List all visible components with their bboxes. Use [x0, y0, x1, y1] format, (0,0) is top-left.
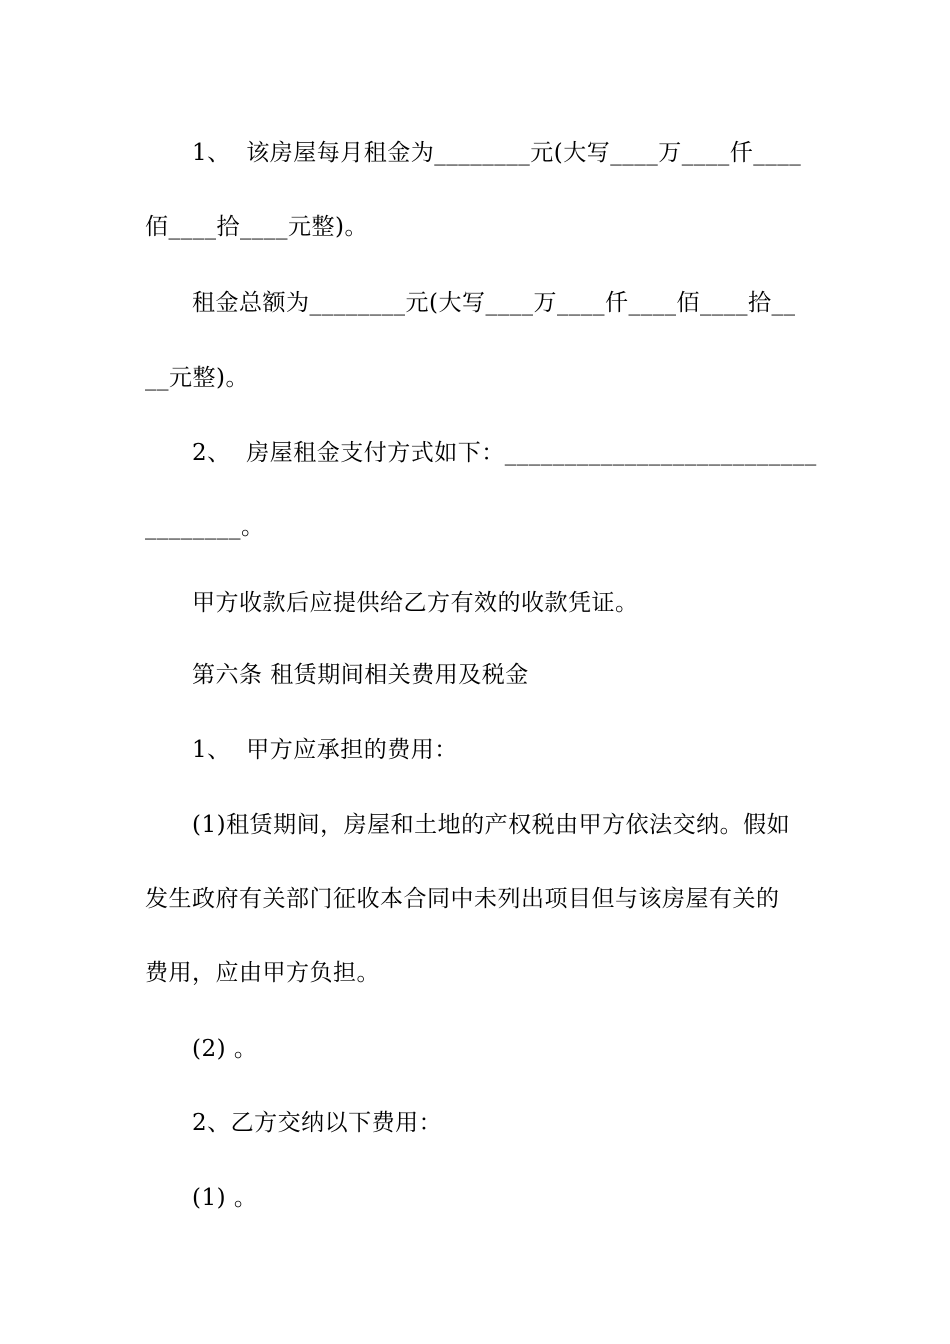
paragraph-rent-total-cont: __元整)。 — [145, 365, 249, 391]
paragraph-item-1-cont2: 费用，应由甲方负担。 — [145, 960, 380, 986]
paragraph-receipt: 甲方收款后应提供给乙方有效的收款凭证。 — [192, 590, 639, 616]
paragraph-rent-total: 租金总额为________元(大写____万____仟____佰____拾__ — [192, 290, 796, 316]
paragraph-rent-monthly: 1、 该房屋每月租金为________元(大写____万____仟____ — [192, 140, 802, 166]
paragraph-rent-monthly-cont: 佰____拾____元整)。 — [145, 214, 368, 240]
paragraph-item-1: (1)租赁期间，房屋和土地的产权税由甲方依法交纳。假如 — [192, 812, 791, 838]
section-heading-article-6: 第六条 租赁期间相关费用及税金 — [192, 662, 529, 688]
paragraph-party-b-fees: 2、乙方交纳以下费用： — [192, 1110, 443, 1136]
paragraph-payment-method: 2、 房屋租金支付方式如下：__________________________ — [192, 440, 817, 466]
paragraph-item-2: (2) 。 — [192, 1036, 258, 1062]
paragraph-item-1-cont: 发生政府有关部门征收本合同中未列出项目但与该房屋有关的 — [145, 886, 780, 912]
paragraph-party-a-fees: 1、 甲方应承担的费用： — [192, 737, 458, 763]
paragraph-party-b-item-1: (1) 。 — [192, 1185, 258, 1211]
paragraph-payment-method-cont: ________。 — [145, 514, 265, 540]
